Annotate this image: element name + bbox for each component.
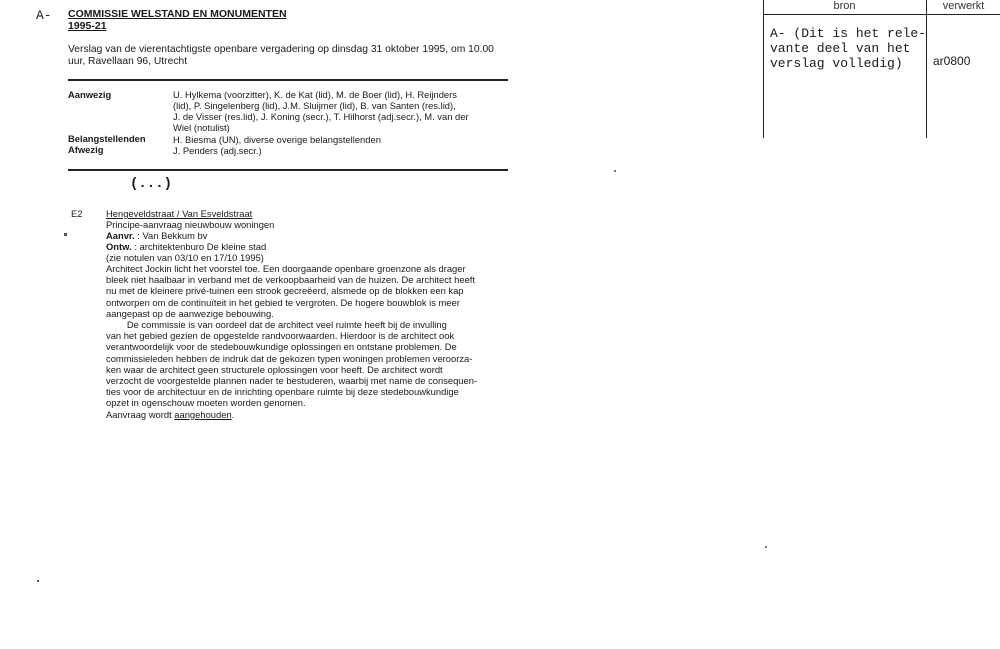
table-border-middle <box>926 0 927 138</box>
body-line: verzocht de voorgestelde plannen nader te bestuderen, waarbij met name de consequen- <box>106 375 478 387</box>
scan-speck <box>64 233 67 236</box>
aanwezig-line: J. de Visser (res.lid), J. Koning (secr.), T. Hilhorst (adj.secr.), M. van der <box>173 111 469 122</box>
item-title: Hengeveldstraat / Van Esveldstraat <box>106 208 253 219</box>
body-line: ken waar de architect geen structurele oplossingen voor heeft. De architect wordt <box>106 363 443 375</box>
scan-speck <box>37 580 39 582</box>
omission-ellipsis: (...) <box>130 176 173 192</box>
verwerkt-header: verwerkt <box>942 0 985 12</box>
divider-bottom <box>68 169 508 171</box>
document-marker: A- <box>36 8 52 23</box>
afwezig-value: J. Penders (adj.secr.) <box>173 145 262 156</box>
body-line: van het gebied gezien de opgestelde randvoorwaarden. Hierdoor is de architect ook <box>106 330 455 342</box>
body-line: opzet in ogenschouw moeten worden genomen. <box>106 397 306 409</box>
closing-decision: aangehouden <box>174 408 232 420</box>
document-title <box>68 8 287 32</box>
body-line: Architect Jockin licht het voorstel toe. Een doorgaande openbare groenzone als drager <box>106 263 466 274</box>
item-subtitle: Principe-aanvraag nieuwbouw woningen <box>106 219 275 230</box>
body-line: commissieleden hebben de indruk dat de gekozen typen woningen problemen veroorza- <box>106 352 473 364</box>
item-body <box>106 263 477 420</box>
aanwezig-line: U. Hylkema (voorzitter), K. de Kat (lid), M. de Boer (lid), H. Reijnders <box>173 89 457 100</box>
applicant-value: : Van Bekkum bv <box>137 230 208 241</box>
agenda-item <box>106 208 274 263</box>
designer-label: Ontw. <box>106 241 132 252</box>
bron-header: bron <box>833 0 856 12</box>
table-header-rule <box>763 14 1000 15</box>
aanwezig-line: (lid), P. Singelenberg (lid), J.M. Sluijmer (lid), B. van Santen (res.lid), <box>173 100 456 111</box>
aanwezig-label: Aanwezig <box>68 89 112 100</box>
intro-line: uur, Ravellaan 96, Utrecht <box>68 56 188 67</box>
closing-line <box>106 409 477 420</box>
applicant-label: Aanvr. <box>106 230 135 241</box>
body-line: aangepast op de aanwezige bebouwing. <box>106 307 274 319</box>
bron-note-line: vante deel van het <box>770 41 911 56</box>
item-designer <box>106 241 274 252</box>
designer-value: : architektenburo De kleine stad <box>134 241 267 252</box>
bron-note-line: verslag volledig) <box>770 56 903 71</box>
body-line: bleek niet haalbaar in verband met de verkoopbaarheid van de huizen. De architect heeft <box>106 274 475 286</box>
aanwezig-list <box>173 89 469 133</box>
body-line: nu met de kleinere privé-tuinen een strook gecreëerd, alsmede op de blokken een kap <box>106 285 464 297</box>
belangstellenden-value: H. Biesma (UN), diverse overige belangstellenden <box>173 134 381 145</box>
title-line-2: 1995-21 <box>68 20 107 32</box>
aanwezig-line: Wiel (notulist) <box>173 122 230 133</box>
title-line-1: COMMISSIE WELSTAND EN MONUMENTEN <box>68 8 287 20</box>
item-applicant <box>106 230 274 241</box>
scan-speck <box>765 546 767 548</box>
item-reference: (zie notulen van 03/10 en 17/10 1995) <box>106 252 264 263</box>
body-line: ties voor de architectuur en de inrichting openbare ruimte bij deze stedebouwkundige <box>106 386 459 398</box>
bron-note-line: A- (Dit is het rele- <box>770 26 927 41</box>
divider-top <box>68 79 508 81</box>
scan-speck <box>614 170 616 172</box>
belangstellenden-label: Belangstellenden <box>68 133 146 144</box>
closing-prefix: Aanvraag wordt <box>106 408 175 420</box>
afwezig-label: Afwezig <box>68 144 104 155</box>
intro-line: Verslag van de vierentachtigste openbare vergadering op dinsdag 31 oktober 1995, om 10.00 <box>68 44 494 55</box>
verwerkt-value: ar0800 <box>933 54 971 68</box>
item-code: E2 <box>71 208 83 219</box>
body-line: verantwoordelijk voor de stedebouwkundige oplossingen en ontstane problemen. De <box>106 341 457 353</box>
body-line: De commissie is van oordeel dat de architect veel ruimte heeft bij de invulling <box>106 319 447 331</box>
bron-note <box>770 26 926 71</box>
closing-suffix: . <box>231 408 235 420</box>
table-border-left <box>763 0 764 138</box>
body-line: ontworpen om de continuïteit in het gebied te vergroten. De hogere bouwblok is meer <box>106 296 460 308</box>
meeting-intro <box>68 44 494 68</box>
